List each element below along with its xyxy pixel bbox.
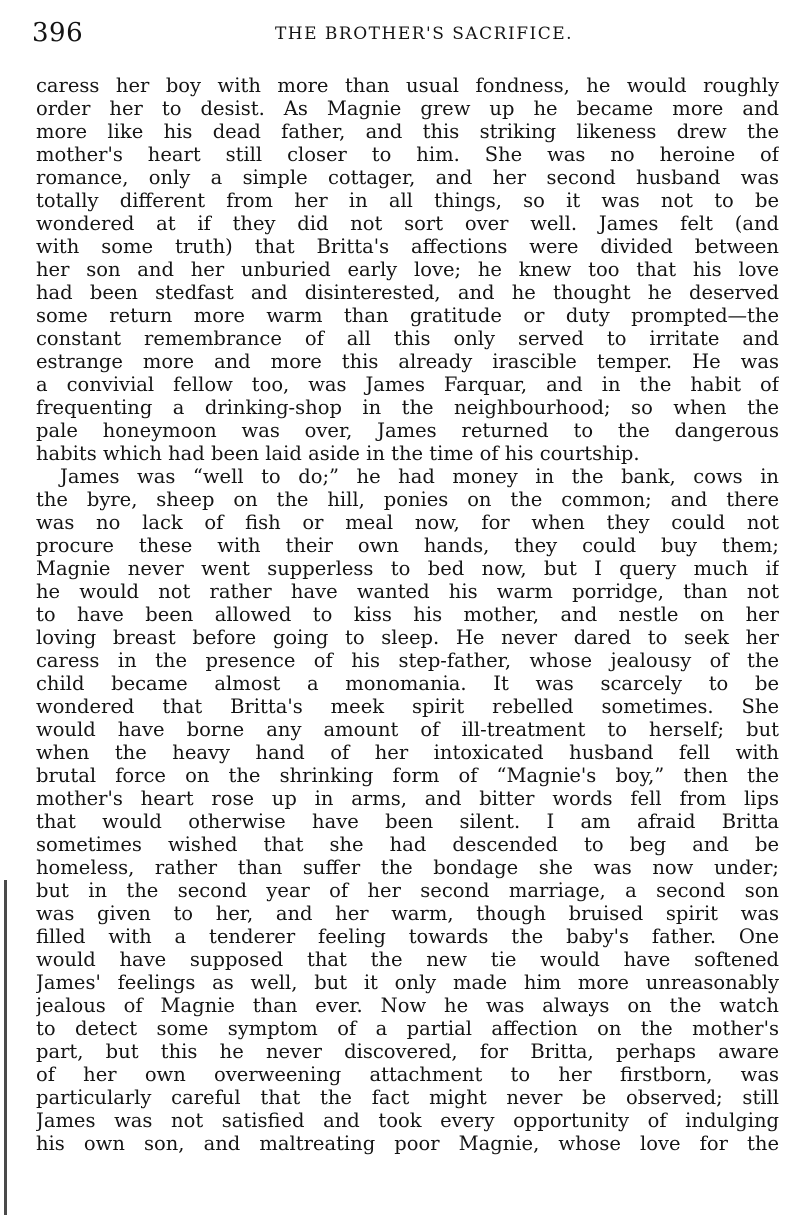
text-line: her son and her unburied early love; he knew too that his love (36, 258, 779, 281)
text-line: the byre, sheep on the hill, ponies on the common; and there (36, 488, 779, 511)
text-line: wondered that Britta's meek spirit rebelled sometimes. She (36, 695, 779, 718)
text-line: child became almost a monomania. It was scarcely to be (36, 672, 779, 695)
text-line: his own son, and maltreating poor Magnie, whose love for the (36, 1132, 779, 1155)
text-line: pale honeymoon was over, James returned to the dangerous (36, 419, 779, 442)
text-line: was given to her, and her warm, though bruised spirit was (36, 902, 779, 925)
page-number: 396 (32, 18, 84, 48)
text-line: frequenting a drinking-shop in the neighbourhood; so when the (36, 396, 779, 419)
text-line: brutal force on the shrinking form of “Magnie's boy,” then the (36, 764, 779, 787)
text-line: to detect some symptom of a partial affection on the mother's (36, 1017, 779, 1040)
page-edge-rule (4, 880, 7, 1215)
text-line: wondered at if they did not sort over well. James felt (and (36, 212, 779, 235)
text-line: caress her boy with more than usual fondness, he would roughly (36, 74, 779, 97)
text-line: James was “well to do;” he had money in the bank, cows in (60, 465, 779, 488)
text-line: had been stedfast and disinterested, and he thought he deserved (36, 281, 779, 304)
running-head (30, 16, 778, 50)
text-line: habits which had been laid aside in the time of his courtship. (36, 442, 640, 465)
text-line: constant remembrance of all this only served to irritate and (36, 327, 779, 350)
text-line: order her to desist. As Magnie grew up he became more and (36, 97, 779, 120)
text-line: romance, only a simple cottager, and her second husband was (36, 166, 779, 189)
text-line: was no lack of fish or meal now, for when they could not (36, 511, 779, 534)
text-line: mother's heart rose up in arms, and bitter words fell from lips (36, 787, 779, 810)
text-line: particularly careful that the fact might never be observed; still (36, 1086, 779, 1109)
text-line: would have supposed that the new tie would have softened (36, 948, 779, 971)
text-line: estrange more and more this already irascible temper. He was (36, 350, 779, 373)
text-line: of her own overweening attachment to her firstborn, was (36, 1063, 779, 1086)
text-line: sometimes wished that she had descended to beg and be (36, 833, 779, 856)
text-line: would have borne any amount of ill-treatment to herself; but (36, 718, 779, 741)
text-line: homeless, rather than suffer the bondage she was now under; (36, 856, 779, 879)
text-line: totally different from her in all things, so it was not to be (36, 189, 779, 212)
text-line: caress in the presence of his step-father, whose jealousy of the (36, 649, 779, 672)
text-line: filled with a tenderer feeling towards the baby's father. One (36, 925, 779, 948)
body-text (36, 74, 779, 1155)
text-line: that would otherwise have been silent. I am afraid Britta (36, 810, 779, 833)
text-line: Magnie never went supperless to bed now, but I query much if (36, 557, 779, 580)
text-line: mother's heart still closer to him. She was no heroine of (36, 143, 779, 166)
text-line: when the heavy hand of her intoxicated husband fell with (36, 741, 779, 764)
text-line: to have been allowed to kiss his mother, and nestle on her (36, 603, 779, 626)
text-line: more like his dead father, and this striking likeness drew the (36, 120, 779, 143)
text-line: loving breast before going to sleep. He never dared to seek her (36, 626, 779, 649)
text-line: a convivial fellow too, was James Farquar, and in the habit of (36, 373, 779, 396)
text-line: jealous of Magnie than ever. Now he was always on the watch (36, 994, 779, 1017)
text-line: some return more warm than gratitude or duty prompted—the (36, 304, 779, 327)
text-line: James was not satisfied and took every opportunity of indulging (36, 1109, 779, 1132)
running-title: THE BROTHER'S SACRIFICE. (274, 24, 574, 44)
text-line: James' feelings as well, but it only made him more unreasonably (36, 971, 779, 994)
text-line: he would not rather have wanted his warm porridge, than not (36, 580, 779, 603)
text-line: but in the second year of her second marriage, a second son (36, 879, 779, 902)
text-line: with some truth) that Britta's affections were divided between (36, 235, 779, 258)
text-line: procure these with their own hands, they could buy them; (36, 534, 779, 557)
text-line: part, but this he never discovered, for Britta, perhaps aware (36, 1040, 779, 1063)
